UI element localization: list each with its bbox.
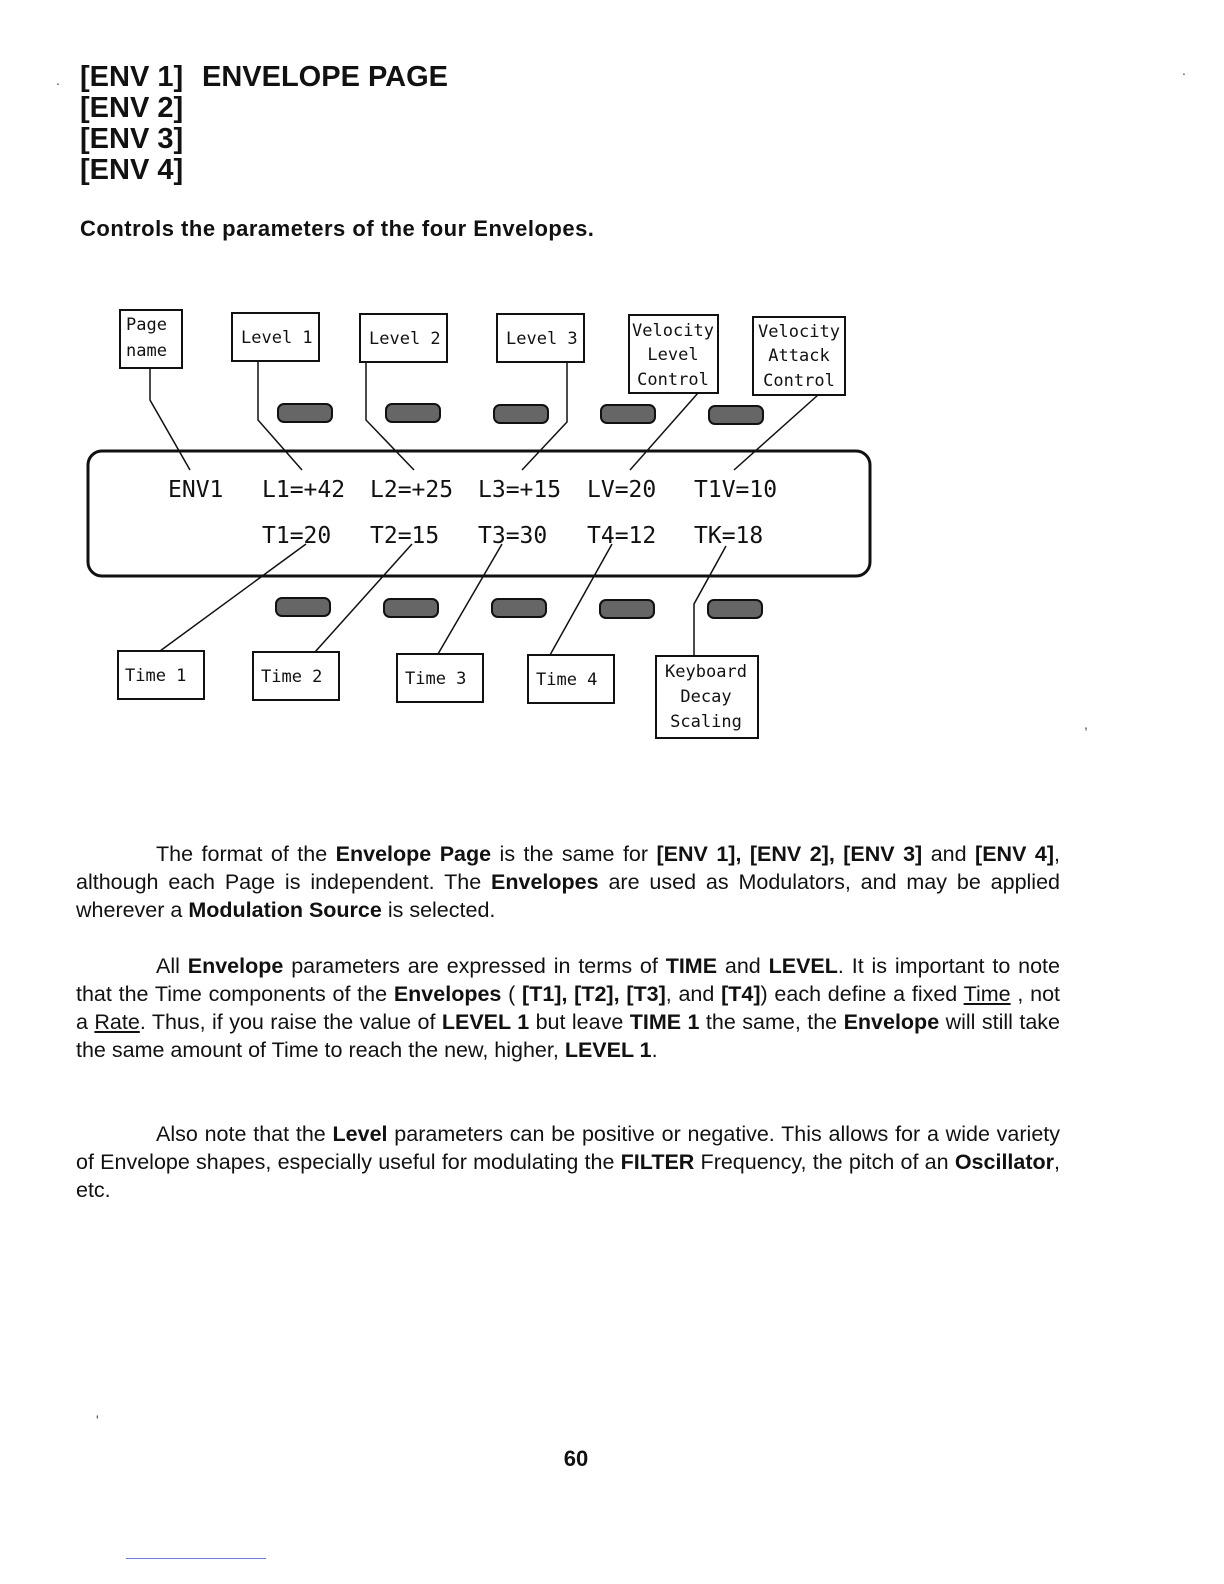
time3-label: Time 3: [405, 669, 467, 689]
level3-label: Level 3: [506, 329, 578, 349]
underlined-term: Time: [963, 982, 1011, 1006]
stray-mark: .: [1182, 62, 1186, 78]
text: , not a: [76, 982, 1060, 1034]
bold-term: [T1], [T2], [T3]: [522, 982, 666, 1006]
soft-button-lower[interactable]: [600, 600, 654, 618]
time1-label: Time 1: [125, 666, 187, 686]
lcd-param: L1=+42: [262, 477, 346, 503]
soft-button-lower[interactable]: [492, 599, 546, 617]
keyboard-decay-label: Scaling: [670, 712, 742, 732]
text: is the same for: [491, 842, 657, 866]
level2-label: Level 2: [369, 329, 441, 349]
text: and: [922, 842, 976, 866]
paragraph-time-level: [76, 952, 1060, 1064]
text: parameters can be positive or negative. This allows for a wide variety of Envelope shapes, especially useful for modulating the: [76, 1122, 1060, 1174]
keyboard-decay-label: Keyboard: [665, 662, 747, 682]
text: the same, the: [699, 1010, 844, 1034]
bold-term: Envelope Page: [335, 842, 492, 866]
soft-button-upper[interactable]: [278, 404, 332, 422]
velocity-level-label: Velocity: [632, 321, 714, 341]
bold-term: Level: [332, 1122, 388, 1146]
soft-button-upper[interactable]: [709, 406, 763, 424]
heading-tag: [ENV 4]: [80, 154, 184, 186]
text: , etc.: [76, 1150, 1060, 1202]
text: , although each Page is independent. The: [76, 842, 1060, 894]
bold-term: [ENV 4]: [975, 842, 1054, 866]
lcd-param: T2=15: [370, 523, 440, 549]
underlined-term: Rate: [94, 1010, 140, 1034]
text: . It is important to note that the Time components of the: [76, 954, 1060, 1006]
bold-term: Envelopes: [393, 982, 502, 1006]
text: , and: [665, 982, 722, 1006]
stray-mark: ,: [1084, 716, 1088, 732]
bold-term: Envelope: [843, 1010, 940, 1034]
heading-title: ENVELOPE PAGE: [202, 61, 449, 93]
heading-tag: [ENV 1]: [80, 61, 184, 93]
bold-term: [T4]: [721, 982, 761, 1006]
heading-tag: [ENV 3]: [80, 123, 184, 155]
page-heading: [80, 62, 448, 186]
leader-line: [550, 544, 612, 655]
velocity-level-label: Level: [647, 345, 699, 365]
stray-mark: ': [96, 1412, 99, 1428]
lcd-param: L2=+25: [370, 477, 454, 503]
velocity-attack-label: Control: [763, 371, 835, 391]
soft-button-upper[interactable]: [601, 405, 655, 423]
time4-label: Time 4: [536, 670, 598, 690]
velocity-level-label: Control: [637, 370, 709, 390]
envelope-page-diagram: [0, 290, 1224, 760]
page-name-label: Page: [126, 315, 167, 335]
lcd-param: LV=20: [587, 477, 657, 503]
bold-term: LEVEL: [768, 954, 838, 978]
text: are used as Modulators, and may be applied wherever a: [76, 870, 1060, 922]
bold-term: [ENV 1], [ENV 2], [ENV 3]: [656, 842, 923, 866]
text: parameters are expressed in terms of: [283, 954, 666, 978]
bold-term: LEVEL 1: [441, 1010, 530, 1034]
time2-label: Time 2: [261, 667, 323, 687]
heading-tag: [ENV 2]: [80, 92, 184, 124]
level1-label: Level 1: [241, 328, 313, 348]
text: will still take the same amount of Time to reach the new, higher,: [76, 1010, 1060, 1062]
text: but leave: [529, 1010, 630, 1034]
bold-term: TIME 1: [629, 1010, 700, 1034]
keyboard-decay-label: Decay: [680, 687, 732, 707]
soft-button-upper[interactable]: [494, 405, 548, 423]
stray-mark: .: [56, 72, 60, 88]
text: Also note that the: [156, 1122, 333, 1146]
lcd-param: T4=12: [587, 523, 657, 549]
text: The format of the: [156, 842, 336, 866]
leader-line: [438, 544, 502, 654]
text: Frequency, the pitch of an: [694, 1150, 955, 1174]
text: All: [156, 954, 188, 978]
text: is selected.: [381, 898, 496, 922]
bold-term: Envelopes: [491, 870, 599, 894]
soft-button-lower[interactable]: [384, 599, 438, 617]
lcd-page-name: ENV1: [168, 477, 224, 503]
soft-button-lower[interactable]: [708, 600, 762, 618]
lcd-param: T1V=10: [694, 477, 778, 503]
lcd-param: T1=20: [262, 523, 332, 549]
subtitle: Controls the parameters of the four Envelopes.: [80, 216, 595, 241]
paragraph-level-sign: [76, 1120, 1060, 1204]
text: .: [651, 1038, 658, 1062]
text: (: [501, 982, 523, 1006]
bold-term: LEVEL 1: [564, 1038, 652, 1062]
bold-term: FILTER: [620, 1150, 695, 1174]
velocity-attack-label: Velocity: [758, 322, 840, 342]
velocity-attack-label: Attack: [768, 346, 830, 366]
lcd-display: [88, 451, 870, 576]
page-name-label: name: [126, 341, 167, 361]
bold-term: Envelope: [187, 954, 284, 978]
paragraph-format: [76, 840, 1060, 924]
bold-term: Modulation Source: [188, 898, 382, 922]
page-number: 60: [563, 1446, 589, 1471]
soft-button-lower[interactable]: [276, 598, 330, 616]
text: . Thus, if you raise the value of: [139, 1010, 442, 1034]
lcd-param: T3=30: [478, 523, 548, 549]
soft-button-upper[interactable]: [386, 404, 440, 422]
bold-term: TIME: [665, 954, 718, 978]
lcd-param: TK=18: [694, 523, 764, 549]
bottom-rule: [126, 1558, 266, 1559]
leader-line: [150, 368, 190, 470]
text: ) each define a fixed: [760, 982, 964, 1006]
text: and: [717, 954, 769, 978]
bold-term: Oscillator: [954, 1150, 1055, 1174]
lcd-param: L3=+15: [478, 477, 562, 503]
